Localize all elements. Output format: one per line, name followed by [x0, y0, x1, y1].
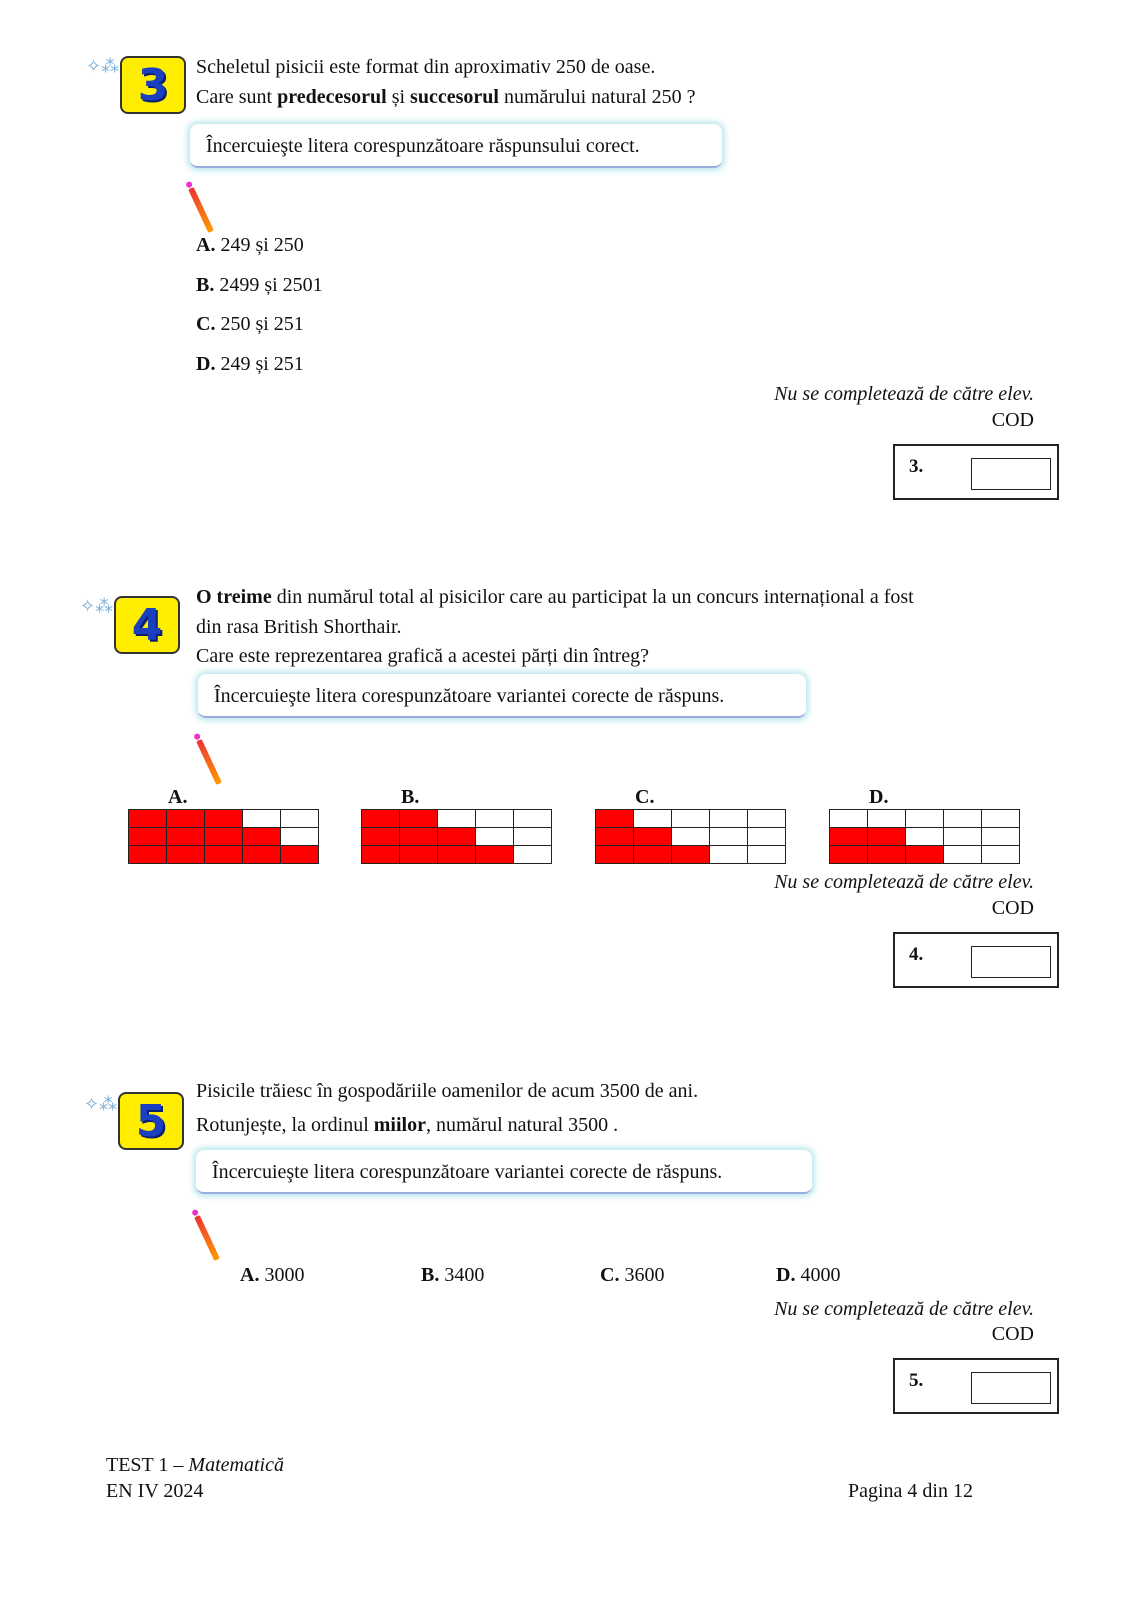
grid-option-label[interactable]: B. — [401, 786, 420, 808]
filled-cell — [634, 846, 672, 864]
filled-cell — [167, 828, 205, 846]
filled-cell — [596, 846, 634, 864]
question-number-badge: 5 — [118, 1092, 184, 1150]
question-text: Care sunt predecesorul și succesorul numărului natural 250 ? — [196, 86, 696, 108]
empty-cell — [514, 828, 552, 846]
question-text: Pisicile trăiesc în gospodăriile oamenilor de acum 3500 de ani. — [196, 1080, 699, 1102]
question-number-badge: 4 — [114, 596, 180, 654]
filled-cell — [438, 846, 476, 864]
filled-cell — [205, 828, 243, 846]
empty-cell — [748, 846, 786, 864]
filled-cell — [634, 828, 672, 846]
code-number: 3. — [909, 456, 924, 477]
filled-cell — [362, 828, 400, 846]
empty-cell — [710, 846, 748, 864]
option-d[interactable]: D. 249 și 251 — [196, 353, 304, 375]
empty-cell — [281, 828, 319, 846]
empty-cell — [672, 810, 710, 828]
code-number: 5. — [909, 1370, 924, 1391]
footer-exam: EN IV 2024 — [106, 1480, 204, 1502]
filled-cell — [243, 846, 281, 864]
fraction-grid-a[interactable] — [128, 809, 319, 864]
grader-note: Nu se completează de către elev. — [774, 383, 1034, 405]
filled-cell — [476, 846, 514, 864]
empty-cell — [710, 810, 748, 828]
filled-cell — [281, 846, 319, 864]
filled-cell — [243, 828, 281, 846]
grid-option-label[interactable]: D. — [869, 786, 889, 808]
empty-cell — [634, 810, 672, 828]
cod-label: COD — [991, 409, 1034, 431]
filled-cell — [906, 846, 944, 864]
code-number: 4. — [909, 944, 924, 965]
question-text: O treime din numărul total al pisicilor care au participat la un concurs internațional a fost — [196, 586, 914, 608]
filled-cell — [129, 810, 167, 828]
option-b[interactable]: B. 3400 — [421, 1264, 485, 1286]
empty-cell — [906, 828, 944, 846]
filled-cell — [438, 828, 476, 846]
filled-cell — [362, 846, 400, 864]
empty-cell — [476, 828, 514, 846]
sparkle-icon: ✧⁂ — [80, 596, 114, 616]
filled-cell — [362, 810, 400, 828]
empty-cell — [672, 828, 710, 846]
filled-cell — [868, 846, 906, 864]
code-box — [893, 444, 1059, 500]
instruction-box: Încercuieşte litera corespunzătoare răspunsului corect. — [190, 124, 722, 168]
cod-label: COD — [991, 897, 1034, 919]
filled-cell — [830, 846, 868, 864]
grid-option-label[interactable]: C. — [635, 786, 655, 808]
empty-cell — [243, 810, 281, 828]
fraction-grid-d[interactable] — [829, 809, 1020, 864]
filled-cell — [205, 810, 243, 828]
cod-label: COD — [991, 1323, 1034, 1345]
fraction-grid-c[interactable] — [595, 809, 786, 864]
option-a[interactable]: A. 249 și 250 — [196, 234, 304, 256]
code-input — [971, 1372, 1051, 1404]
empty-cell — [748, 810, 786, 828]
pencil-icon — [188, 187, 214, 233]
option-a[interactable]: A. 3000 — [240, 1264, 305, 1286]
filled-cell — [596, 810, 634, 828]
empty-cell — [514, 810, 552, 828]
instruction-box: Încercuieşte litera corespunzătoare variantei corecte de răspuns. — [198, 674, 806, 718]
empty-cell — [830, 810, 868, 828]
filled-cell — [167, 846, 205, 864]
code-box — [893, 932, 1059, 988]
question-number-badge: 3 — [120, 56, 186, 114]
grader-note: Nu se completează de către elev. — [774, 871, 1034, 893]
sparkle-icon: ✧⁂ — [86, 56, 120, 76]
code-input — [971, 946, 1051, 978]
page-number: Pagina 4 din 12 — [848, 1480, 973, 1502]
empty-cell — [906, 810, 944, 828]
grader-note: Nu se completează de către elev. — [774, 1298, 1034, 1320]
option-c[interactable]: C. 3600 — [600, 1264, 665, 1286]
pencil-icon — [196, 739, 222, 785]
filled-cell — [868, 828, 906, 846]
pencil-icon — [194, 1215, 220, 1261]
empty-cell — [944, 810, 982, 828]
grid-option-label[interactable]: A. — [168, 786, 188, 808]
filled-cell — [167, 810, 205, 828]
empty-cell — [748, 828, 786, 846]
question-text: Scheletul pisicii este format din aproximativ 250 de oase. — [196, 56, 656, 78]
question-text: Rotunjește, la ordinul miilor, numărul natural 3500 . — [196, 1114, 619, 1136]
empty-cell — [982, 828, 1020, 846]
instruction-box: Încercuieşte litera corespunzătoare variantei corecte de răspuns. — [196, 1150, 812, 1194]
code-input — [971, 458, 1051, 490]
footer-test: TEST 1 – Matematică — [106, 1454, 284, 1476]
empty-cell — [476, 810, 514, 828]
filled-cell — [672, 846, 710, 864]
empty-cell — [710, 828, 748, 846]
filled-cell — [205, 846, 243, 864]
sparkle-icon: ✧⁂ — [84, 1094, 118, 1114]
fraction-grid-b[interactable] — [361, 809, 552, 864]
empty-cell — [982, 846, 1020, 864]
filled-cell — [596, 828, 634, 846]
empty-cell — [944, 828, 982, 846]
empty-cell — [281, 810, 319, 828]
empty-cell — [982, 810, 1020, 828]
option-d[interactable]: D. 4000 — [776, 1264, 841, 1286]
empty-cell — [514, 846, 552, 864]
code-box — [893, 1358, 1059, 1414]
option-c[interactable]: C. 250 și 251 — [196, 313, 304, 335]
question-text: Care este reprezentarea grafică a acestei părți din întreg? — [196, 645, 650, 667]
filled-cell — [129, 828, 167, 846]
filled-cell — [400, 846, 438, 864]
empty-cell — [868, 810, 906, 828]
filled-cell — [400, 828, 438, 846]
filled-cell — [830, 828, 868, 846]
question-text: din rasa British Shorthair. — [196, 616, 402, 638]
filled-cell — [400, 810, 438, 828]
empty-cell — [438, 810, 476, 828]
empty-cell — [944, 846, 982, 864]
filled-cell — [129, 846, 167, 864]
option-b[interactable]: B. 2499 și 2501 — [196, 274, 323, 296]
